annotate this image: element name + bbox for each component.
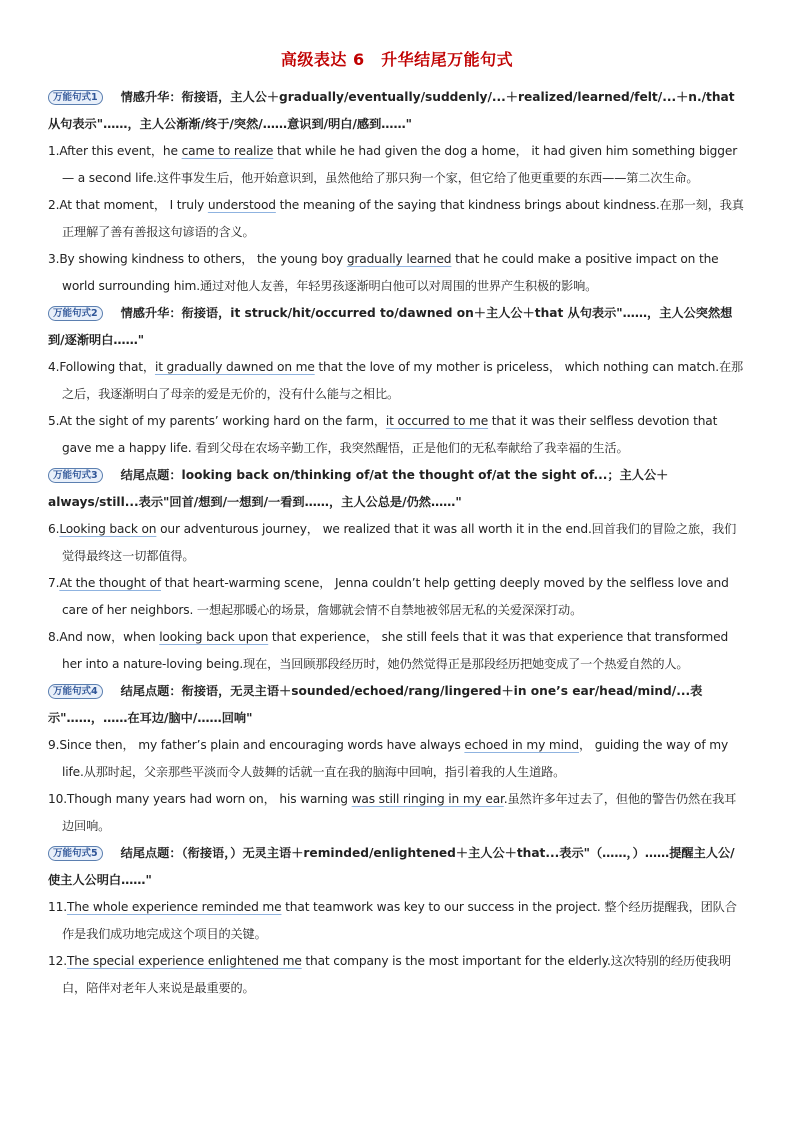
example-sentence (48, 138, 746, 192)
sentence-text: that while he had given the dog a home， it had given him something bigger — a second life.这件事发生后，他开始意识到，虽然他给了那只狗一个家，但它给了他更重要的东西——第二次生命。 (62, 144, 738, 185)
sentence-text: .虽然许多年过去了，但他的警告仍然在我耳边回响。 (62, 792, 737, 833)
pattern-description: 结尾点题：衔接语，无灵主语＋sounded/echoed/rang/lingered＋in one’s ear/head/mind/...表示"……，……在耳边/脑中/……回响" (48, 684, 703, 725)
pattern-description: 结尾点题：looking back on/thinking of/at the thought of/at the sight of...；主人公＋always/still...表示"回首/想到/一想到/一看到……，主人公总是/仍然……" (48, 468, 669, 509)
sentence-text: the meaning of the saying that kindness brings about kindness.在那一刻，我真正理解了善有善报这句谚语的含义。 (62, 198, 744, 239)
key-phrase-underlined: it occurred to me (385, 414, 489, 428)
key-phrase-underlined: gradually learned (346, 252, 452, 266)
example-sentence (48, 354, 746, 408)
sentence-text: 3.By showing kindness to others， the young boy (48, 252, 347, 266)
key-phrase-underlined: looking back upon (159, 630, 269, 644)
key-phrase-underlined: The special experience enlightened me (66, 954, 302, 968)
key-phrase-underlined: Looking back on (59, 522, 157, 536)
sentence-text: that heart-warming scene， Jenna couldn’t help getting deeply moved by the selfless love and care of her neighbors. 一想起那暖心的场景，詹娜就会情不自禁地被邻居无私的关爱深深打动。 (62, 576, 729, 617)
sentence-text: 5.At the sight of my parents’ working hard on the farm， (48, 414, 386, 428)
pattern-description: 情感升华：衔接语，主人公＋gradually/eventually/suddenly/...＋realized/learned/felt/...＋n./that 从句表示"……，主人公渐渐/终于/突然/……意识到/明白/感到……" (48, 90, 735, 131)
sentence-text: 11. (48, 900, 67, 914)
example-sentence (48, 192, 746, 246)
sentence-text: 6. (48, 522, 60, 536)
example-sentence (48, 570, 746, 624)
pattern-header (48, 84, 746, 138)
sentence-text: 7. (48, 576, 60, 590)
pattern-header (48, 678, 746, 732)
page-title: 高级表达 6 升华结尾万能句式 (280, 50, 514, 69)
key-phrase-underlined: The whole experience reminded me (66, 900, 282, 914)
sentence-text: that he could make a positive impact on the world surrounding him.通过对他人友善，年轻男孩逐渐明白他可以对周围的世界产生积极的影响。 (62, 252, 719, 293)
sentence-text: that company is the most important for the elderly.这次特别的经历使我明白，陪伴对老年人来说是最重要的。 (62, 954, 732, 995)
example-sentence (48, 624, 746, 678)
sentence-text: 2.At that moment， I truly (48, 198, 208, 212)
key-phrase-underlined: came to realize (181, 144, 274, 158)
sentence-text: that the love of my mother is priceless， which nothing can match.在那之后，我逐渐明白了母亲的爱是无价的，没有什么能与之相比。 (62, 360, 744, 401)
sentence-text: our adventurous journey， we realized that it was all worth it in the end.回首我们的冒险之旅，我们觉得最终这一切都值得。 (62, 522, 737, 563)
pattern-badge: 万能句式2 (48, 306, 103, 321)
example-sentence (48, 246, 746, 300)
sentence-text: that experience， she still feels that it was that experience that transformed her into a nature-loving being.现在，当回顾那段经历时，她仍然觉得正是那段经历把她变成了一个热爱自然的人。 (62, 630, 729, 671)
example-sentence (48, 948, 746, 1002)
pattern-badge: 万能句式5 (48, 846, 103, 861)
key-phrase-underlined: echoed in my mind (464, 738, 579, 752)
key-phrase-underlined: it gradually dawned on me (154, 360, 315, 374)
sentence-text: that it was their selfless devotion that gave me a happy life. 看到父母在农场辛勤工作，我突然醒悟，正是他们的无私奉献给了我幸福的生活。 (62, 414, 718, 455)
sentence-text: ， guiding the way of my life.从那时起，父亲那些平淡而令人鼓舞的话就一直在我的脑海中回响，指引着我的人生道路。 (62, 738, 729, 779)
sentence-text: 1.After this event，he (48, 144, 182, 158)
pattern-badge: 万能句式4 (48, 684, 103, 699)
pattern-badge: 万能句式1 (48, 90, 103, 105)
key-phrase-underlined: was still ringing in my ear (351, 792, 504, 806)
pattern-header (48, 300, 746, 354)
sentence-text: 4.Following that， (48, 360, 155, 374)
pattern-badge: 万能句式3 (48, 468, 103, 483)
sentence-text: 9.Since then， my father’s plain and encouraging words have always (48, 738, 465, 752)
example-sentence (48, 894, 746, 948)
pattern-header (48, 462, 746, 516)
key-phrase-underlined: understood (207, 198, 276, 212)
example-sentence (48, 732, 746, 786)
pattern-description: 结尾点题：（衔接语，）无灵主语＋reminded/enlightened＋主人公＋that...表示"（……，）……提醒主人公/使主人公明白……" (48, 846, 735, 887)
sentence-text: 8.And now，when (48, 630, 160, 644)
sentence-text: 12. (48, 954, 67, 968)
pattern-header (48, 840, 746, 894)
sentence-text: that teamwork was key to our success in the project. 整个经历提醒我，团队合作是我们成功地完成这个项目的关键。 (62, 900, 737, 941)
example-sentence (48, 786, 746, 840)
example-sentence (48, 408, 746, 462)
sentence-text: 10.Though many years had worn on， his warning (48, 792, 352, 806)
key-phrase-underlined: At the thought of (59, 576, 161, 590)
content-body (48, 84, 746, 1002)
example-sentence (48, 516, 746, 570)
pattern-description: 情感升华：衔接语，it struck/hit/occurred to/dawned on＋主人公＋that 从句表示"……，主人公突然想到/逐渐明白……" (48, 306, 733, 347)
